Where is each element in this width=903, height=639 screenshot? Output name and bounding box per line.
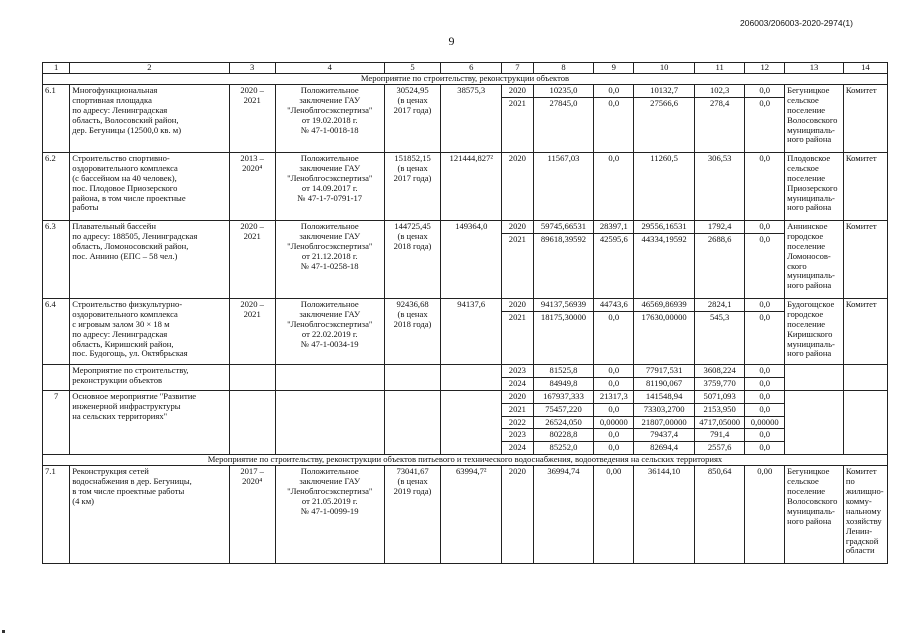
year-cell [502,364,533,390]
year-cell [502,390,533,455]
section-title: Мероприятие по строительству, реконструкции объектов питьевого и технического водоснабжения, водоотведения на сельских территориях [43,455,888,466]
total-value: 11567,03 [533,152,594,220]
recipient: Аннинское городское поселение Ломоносов- ского муниципаль- ного района [785,220,844,298]
federal-cell [594,220,634,298]
federal-cell [594,84,634,152]
regional-value: 29556,16531 [641,220,687,231]
year: 2023 [502,428,532,441]
col-header: 6 [441,63,502,74]
object-name: Строительство спортивно- оздоровительного комплекса (с бассейном на 40 человек), пос. Плодовое Приозерского района, в том числе проектные работы [70,152,229,220]
federal-value: 0,0 [594,152,634,220]
period: 2017 – 2020⁴ [229,466,275,564]
local-value: 2557,6 [695,441,744,454]
expertise-doc: Положительное заключение ГАУ "Леноблгосэкспертиза" от 21.12.2018 г. № 47-1-0258-18 [275,220,384,298]
federal-value: 0,0 [608,364,620,375]
estimated-cost: 144725,45 (в ценах 2018 года) [384,220,441,298]
regional-value: 21807,00000 [634,416,694,429]
total-value: 94137,56939 [540,298,587,309]
executor: Комитет по жилищно- комму- нальному хозяйству Ленин- градской области [843,466,887,564]
total-value: 59745,66531 [540,220,587,231]
regional-value: 44334,19592 [634,233,694,246]
estimated-cost: 92436,68 (в ценах 2018 года) [384,298,441,364]
total-value: 80228,8 [534,428,594,441]
expertise-doc: Положительное заключение ГАУ "Леноблгосэкспертиза" от 22.02.2019 г. № 47-1-0034-19 [275,298,384,364]
col-header: 5 [384,63,441,74]
local-value: 306,53 [695,152,745,220]
col-header: 2 [70,63,229,74]
col-header: 7 [502,63,533,74]
col-header: 13 [785,63,844,74]
local-cell [695,298,745,364]
other-value: 0,0 [759,364,771,375]
estimated-cost: 73041,67 (в ценах 2019 года) [384,466,441,564]
col-header: 4 [275,63,384,74]
recipient: Бегуницкое сельское поселение Волосовского муниципаль- ного района [785,466,844,564]
federal-value: 0,0 [594,403,633,416]
table-row [43,152,888,220]
regional-cell [634,84,695,152]
regional-cell [634,298,695,364]
other-cell [745,390,785,455]
expertise-doc: Положительное заключение ГАУ "Леноблгосэкспертиза" от 14.09.2017 г. № 47-1-7-0791-17 [275,152,384,220]
col-header: 10 [634,63,695,74]
federal-value: 0,00000 [594,416,633,429]
local-value: 2153,950 [695,403,744,416]
total-value: 27845,0 [534,97,594,110]
object-name: Реконструкция сетей водоснабжения в дер. Бегуницы, в том числе проектные работы (4 км) [70,466,229,564]
year: 2022 [502,416,532,429]
year: 2023 [508,364,526,375]
total-cell [533,220,594,298]
total-value: 18175,30000 [534,311,594,324]
year: 2024 [502,377,532,390]
federal-value: 44743,6 [599,298,628,309]
regional-value: 79437,4 [634,428,694,441]
year-cell [502,84,533,152]
regional-value: 10132,7 [650,84,679,95]
row-number: 6.3 [43,220,70,298]
regional-value: 36144,10 [634,466,695,564]
period: 2020 – 2021 [229,298,275,364]
row-number: 7.1 [43,466,70,564]
other-value: 0,0 [759,84,771,95]
regional-value: 82694,4 [634,441,694,454]
expertise-doc: Положительное заключение ГАУ "Леноблгосэкспертиза" от 19.02.2018 г. № 47-1-0018-18 [275,84,384,152]
total-value: 26524,050 [534,416,594,429]
other-cell [745,364,785,390]
col-header: 12 [745,63,785,74]
page-number: 9 [448,34,455,48]
other-value: 0,0 [759,220,771,231]
regional-cell [634,220,695,298]
row-number: 7 [43,390,70,455]
total-cell [533,298,594,364]
total-value: 10235,0 [549,84,578,95]
object-name: Строительство физкультурно- оздоровительного комплекса с игровым залом 30 × 18 м по адресу: Ленинградская область, Киришский район, пос. Будогощь, ул. Октябрьская [70,298,229,364]
local-value: 2824,1 [707,298,732,309]
year: 2020 [508,298,526,309]
executor: Комитет [843,220,887,298]
period: 2013 – 2020⁴ [229,152,275,220]
local-cell [695,390,745,455]
year: 2020 [502,152,533,220]
federal-value: 0,00 [594,466,634,564]
local-value: 3608,224 [703,364,736,375]
total-value: 84949,8 [534,377,594,390]
year: 2021 [502,403,532,416]
expertise-doc: Положительное заключение ГАУ "Леноблгосэкспертиза" от 21.05.2019 г. № 47-1-0099-19 [275,466,384,564]
subtotal-name: Мероприятие по строительству, реконструкции объектов [70,364,229,390]
period: 2020 – 2021 [229,84,275,152]
row-number: 6.4 [43,298,70,364]
year: 2021 [502,233,532,246]
federal-value: 28397,1 [599,220,628,231]
regional-value: 77917,531 [645,364,683,375]
recipient: Бегуницкое сельское поселение Волосовского муниципаль- ного района [785,84,844,152]
total-value: 85252,0 [534,441,594,454]
row-number: 6.2 [43,152,70,220]
recipient: Плодовское сельское поселение Приозерского муниципаль- ного района [785,152,844,220]
total-cell [533,84,594,152]
other-value: 0,0 [745,441,784,454]
total-value: 89618,39592 [534,233,594,246]
section-title-row [43,455,888,466]
col-header: 11 [695,63,745,74]
year: 2020 [508,84,526,95]
col-header: 1 [43,63,70,74]
recipient: Будогощское городское поселение Киришского муниципаль- ного района [785,298,844,364]
estimated-cost: 30524,95 (в ценах 2017 года) [384,84,441,152]
year: 2020 [502,466,533,564]
other-value: 0,0 [759,298,771,309]
local-value: 278,4 [695,97,744,110]
col-header: 3 [229,63,275,74]
total-value: 75457,220 [534,403,594,416]
local-value: 850,64 [695,466,745,564]
local-cell [695,364,745,390]
year: 2021 [502,97,532,110]
regional-value: 81190,067 [634,377,694,390]
total-value: 81525,8 [549,364,578,375]
federal-cell [594,298,634,364]
local-value: 102,3 [710,84,730,95]
federal-value: 0,0 [594,377,633,390]
regional-value: 46569,86939 [641,298,687,309]
regional-value: 27566,6 [634,97,694,110]
main-activity-row [43,390,888,455]
col-header: 9 [594,63,634,74]
local-value: 2688,6 [695,233,744,246]
regional-value: 73303,2700 [634,403,694,416]
table-row [43,84,888,152]
executor: Комитет [843,298,887,364]
object-name: Плавательный бассейн по адресу: 188505, Ленинградская область, Ломоносовский район, пос. Аннино (ЕПС – 58 чел.) [70,220,229,298]
table-row [43,220,888,298]
other-value: 0,0 [745,97,784,110]
current-cost: 63994,7² [441,466,502,564]
other-value: 0,0 [759,390,771,401]
regional-cell [634,390,695,455]
local-cell [695,220,745,298]
local-value: 791,4 [695,428,744,441]
total-cell [533,364,594,390]
year-cell [502,220,533,298]
section-title: Мероприятие по строительству, реконструкции объектов [43,74,888,85]
regional-value: 17630,00000 [634,311,694,324]
total-value: 36994,74 [533,466,594,564]
other-value: 0,0 [745,377,784,390]
other-cell [745,298,785,364]
year: 2024 [502,441,532,454]
federal-cell [594,364,634,390]
period: 2020 – 2021 [229,220,275,298]
local-value: 3759,770 [695,377,744,390]
federal-cell [594,390,634,455]
table-row [43,466,888,564]
other-value: 0,0 [745,233,784,246]
federal-value: 0,0 [608,84,620,95]
other-value: 0,00 [745,466,785,564]
subtotal-row [43,364,888,390]
local-value: 545,3 [695,311,744,324]
executor: Комитет [843,152,887,220]
federal-value: 21317,3 [599,390,628,401]
program-table [42,62,888,564]
scan-mark [2,630,5,633]
local-value: 4717,05000 [695,416,744,429]
estimated-cost: 151852,15 (в ценах 2017 года) [384,152,441,220]
col-header: 8 [533,63,594,74]
total-cell [533,390,594,455]
regional-value: 11260,5 [634,152,695,220]
document-id: 206003/206003-2020-2974(1) [740,18,853,28]
regional-cell [634,364,695,390]
local-value: 1792,4 [707,220,732,231]
total-value: 167937,333 [543,390,584,401]
current-cost: 94137,6 [441,298,502,364]
column-number-row [43,63,888,74]
federal-value: 0,0 [594,97,633,110]
regional-value: 141548,94 [645,390,683,401]
object-name: Многофункциональная спортивная площадка по адресу: Ленинградская область, Волосовский район, дер. Бегуницы (12500,0 кв. м) [70,84,229,152]
section-title-row [43,74,888,85]
year: 2020 [508,220,526,231]
federal-value: 42595,6 [594,233,633,246]
local-cell [695,84,745,152]
other-cell [745,84,785,152]
other-value: 0,0 [745,311,784,324]
year-cell [502,298,533,364]
other-cell [745,220,785,298]
year: 2020 [508,390,526,401]
local-value: 5071,093 [703,390,736,401]
other-value: 0,00000 [745,416,784,429]
activity-name: Основное мероприятие "Развитие инженерной инфраструктуры на сельских территориях" [70,390,229,455]
other-value: 0,0 [745,428,784,441]
current-cost: 121444,827² [441,152,502,220]
year: 2021 [502,311,532,324]
federal-value: 0,0 [594,441,633,454]
table-row [43,298,888,364]
col-header: 14 [843,63,887,74]
current-cost: 149364,0 [441,220,502,298]
federal-value: 0,0 [594,311,633,324]
executor: Комитет [843,84,887,152]
other-value: 0,0 [745,403,784,416]
other-value: 0,0 [745,152,785,220]
row-number: 6.1 [43,84,70,152]
current-cost: 38575,3 [441,84,502,152]
federal-value: 0,0 [594,428,633,441]
